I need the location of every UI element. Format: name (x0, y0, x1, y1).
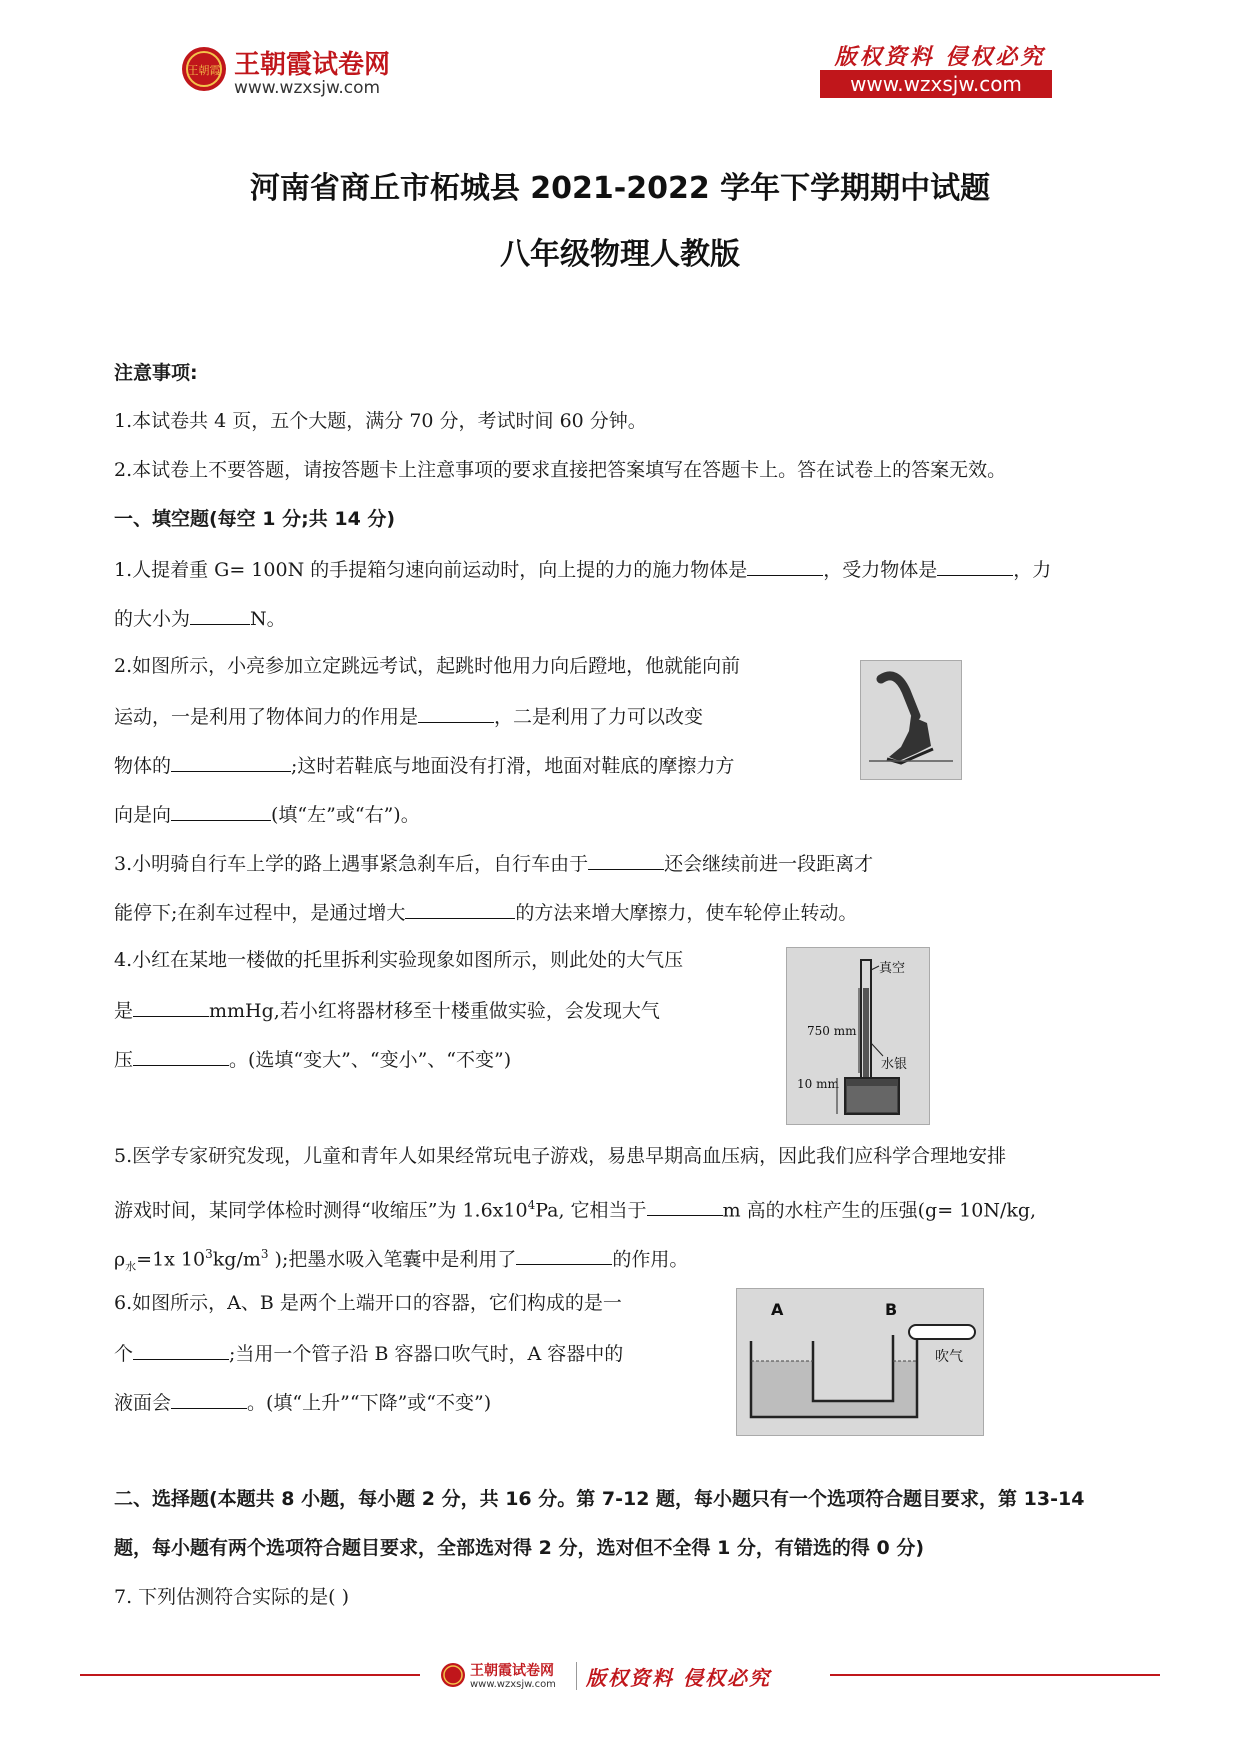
footer-logo (440, 1658, 810, 1694)
copyright-text: 版权资料 侵权必究 (834, 44, 1046, 70)
url-banner: www.wzxsjw.com (820, 70, 1052, 98)
q4-text-3a: 压 (114, 1049, 134, 1071)
q5-line3 (114, 1241, 688, 1280)
footer-separator (576, 1662, 577, 1690)
q5-sub: 水 (125, 1260, 137, 1274)
q5-blank-1[interactable] (647, 1195, 723, 1216)
q2-line2 (114, 702, 703, 730)
q1-line1 (114, 555, 1051, 583)
q6-text-2b: ;当用一个管子沿 B 容器口吹气时，A 容器中的 (229, 1343, 624, 1365)
seal-icon (180, 45, 228, 93)
q3-text-1a: 3.小明骑自行车上学的路上遇事紧急刹车后，自行车由于 (114, 853, 589, 875)
q2-line4 (114, 800, 420, 828)
q1-text-c: ，力 (1013, 559, 1052, 581)
q4-line1: 4.小红在某地一楼做的托里拆利实验现象如图所示，则此处的大气压 (114, 949, 684, 971)
q6-line3 (114, 1388, 491, 1416)
label-blow: 吹气 (935, 1349, 963, 1365)
q5-rho: ρ (114, 1248, 126, 1271)
q5-sup-1: 4 (527, 1198, 536, 1212)
label-vacuum: 真空 (879, 961, 906, 976)
q4-line3 (114, 1045, 511, 1073)
q6-text-2a: 个 (114, 1343, 134, 1365)
q3-text-1b: 还会继续前进一段距离才 (664, 853, 874, 875)
q1-text-b: ，受力物体是 (823, 559, 938, 581)
notice-item-2: 2.本试卷上不要答题，请按答题卡上注意事项的要求直接把答案填写在答题卡上。答在试卷上的答案无效。 (114, 459, 1007, 481)
section1-heading: 一、填空题(每空 1 分;共 14 分) (114, 508, 396, 530)
footer-logo-name: 王朝霞试卷网 (470, 1663, 554, 1679)
q5-text-2a: 游戏时间，某同学体检时测得“收缩压”为 1.6x10 (114, 1199, 528, 1222)
q1-line2 (114, 604, 286, 632)
shoe-kick-icon (861, 661, 961, 779)
q5-line1: 5.医学专家研究发现，儿童和青年人如果经常玩电子游戏，易患早期高血压病，因此我们应科学合理地安排 (114, 1145, 1007, 1167)
q4-line2 (114, 996, 660, 1024)
q2-line1: 2.如图所示，小亮参加立定跳远考试，起跳时他用力向后蹬地，他就能向前 (114, 655, 741, 677)
q1-blank-1[interactable] (747, 555, 823, 576)
seal-text: 王朝霞 (187, 64, 221, 77)
notice-item-1: 1.本试卷共 4 页，五个大题，满分 70 分，考试时间 60 分钟。 (114, 410, 647, 432)
q1-blank-2[interactable] (937, 555, 1013, 576)
q2-line3 (114, 751, 734, 779)
q6-line1: 6.如图所示，A、B 是两个上端开口的容器，它们构成的是一 (114, 1292, 622, 1314)
q2-text-3b: ;这时若鞋底与地面没有打滑，地面对鞋底的摩擦力方 (291, 755, 735, 777)
header-logo (180, 40, 410, 100)
exam-subtitle: 八年级物理人教版 (500, 237, 740, 272)
section2-heading-2: 题，每小题有两个选项符合题目要求，全部选对得 2 分，选对但不全得 1 分，有错选的得 0 分) (114, 1537, 925, 1559)
connected-vessels-diagram (737, 1289, 983, 1435)
q4-text-3b: 。(选填“变大”、“变小”、“不变”) (229, 1049, 512, 1071)
figure-torricelli (786, 947, 930, 1125)
q1-text-e: N。 (250, 608, 286, 630)
q5-text-2b: Pa, 它相当于 (535, 1199, 647, 1222)
q5-text-3b: =1x 10 (136, 1248, 206, 1271)
q5-text-2c: m 高的水柱产生的压强(g= 10N/kg, (722, 1199, 1037, 1222)
q3-line1 (114, 849, 873, 877)
q4-text-2a: 是 (114, 1000, 134, 1022)
q5-sup-2: 3 (205, 1247, 213, 1261)
q6-blank-2[interactable] (171, 1388, 247, 1409)
q6-line2 (114, 1339, 623, 1367)
footer-divider-right (830, 1674, 1160, 1676)
torricelli-diagram (787, 948, 929, 1124)
q6-text-3a: 液面会 (114, 1392, 172, 1414)
q1-text-d: 的大小为 (114, 608, 191, 630)
q4-blank-1[interactable] (133, 996, 209, 1017)
q2-blank-3[interactable] (171, 800, 271, 821)
label-a: A (771, 1300, 784, 1319)
q2-text-2a: 运动，一是利用了物体间力的作用是 (114, 706, 419, 728)
q2-blank-1[interactable] (418, 702, 494, 723)
footer-logo-url: www.wzxsjw.com (470, 1679, 556, 1690)
q5-text-3c: kg/m (212, 1248, 261, 1271)
q2-text-4b: (填“左”或“右”)。 (271, 804, 420, 826)
q2-text-2b: ，二是利用了力可以改变 (494, 706, 704, 728)
footer-divider-left (80, 1674, 420, 1676)
q5-sup-3: 3 (260, 1247, 269, 1261)
q3-text-2a: 能停下;在刹车过程中，是通过增大 (114, 902, 406, 924)
q5-text-3d: );把墨水吸入笔囊中是利用了 (268, 1248, 517, 1271)
q6-text-3b: 。(填“上升”“下降”或“不变”) (247, 1392, 492, 1414)
q3-text-2b: 的方法来增大摩擦力，使车轮停止转动。 (515, 902, 858, 924)
figure-standing-jump (860, 660, 962, 780)
q3-blank-2[interactable] (405, 898, 515, 919)
q2-text-4a: 向是向 (114, 804, 172, 826)
q2-blank-2[interactable] (171, 751, 291, 772)
label-mercury: 水银 (881, 1057, 908, 1072)
q5-line2 (114, 1192, 1036, 1223)
header-copyright-block (820, 40, 1060, 100)
label-750mm: 750 mm (807, 1024, 857, 1038)
label-10mm: 10 mm (797, 1077, 839, 1091)
section2-heading-1: 二、选择题(本题共 8 小题，每小题 2 分，共 16 分。第 7-12 题，每小题只有一个选项符合题目要求，第 13-14 (114, 1488, 1085, 1510)
q5-text-3e: 的作用。 (612, 1248, 689, 1271)
footer-seal-icon (440, 1662, 466, 1688)
q4-text-2b: mmHg,若小红将器材移至十楼重做实验，会发现大气 (209, 1000, 660, 1022)
figure-connected-vessels (736, 1288, 984, 1436)
q3-blank-1[interactable] (588, 849, 664, 870)
notice-heading: 注意事项: (114, 362, 198, 384)
q6-blank-1[interactable] (133, 1339, 229, 1360)
q7-stem: 7. 下列估测符合实际的是( ) (114, 1586, 350, 1608)
q3-line2 (114, 898, 857, 926)
q1-blank-3[interactable] (190, 604, 250, 625)
logo-url: www.wzxsjw.com (234, 78, 381, 98)
q2-text-3a: 物体的 (114, 755, 172, 777)
label-b: B (885, 1300, 898, 1319)
exam-title: 河南省商丘市柘城县 2021-2022 学年下学期期中试题 (249, 171, 991, 206)
q1-text-a: 1.人提着重 G= 100N 的手提箱匀速向前运动时，向上提的力的施力物体是 (114, 559, 748, 581)
logo-name: 王朝霞试卷网 (234, 50, 391, 80)
q4-blank-2[interactable] (133, 1045, 229, 1066)
q5-blank-2[interactable] (516, 1244, 612, 1265)
footer-copyright: 版权资料 侵权必究 (586, 1666, 771, 1690)
